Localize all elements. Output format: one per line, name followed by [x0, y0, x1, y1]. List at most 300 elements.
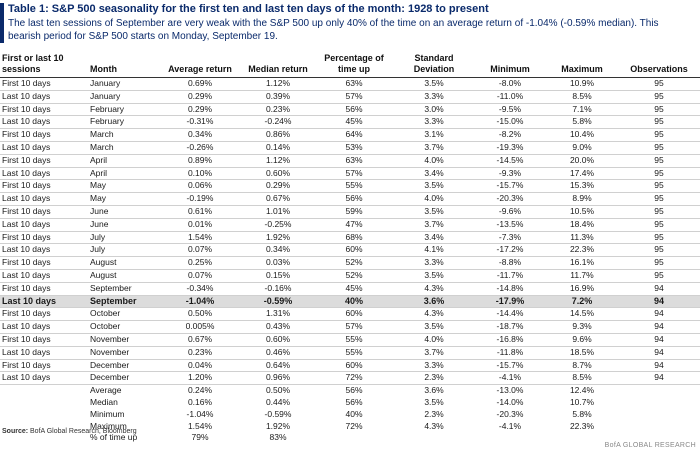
cell-observations: 94: [618, 308, 700, 321]
summary-label: % of time up: [90, 432, 138, 443]
table-row: [0, 321, 700, 334]
summary-label: Minimum: [90, 408, 125, 419]
summary-cell-average-return: 0.16%: [187, 396, 213, 407]
cell-average-return: -0.26%: [158, 141, 242, 154]
summary-label: Maximum: [90, 420, 127, 431]
cell-month: February: [88, 103, 158, 116]
cell-month: September: [88, 282, 158, 295]
cell-observations: 95: [618, 269, 700, 282]
cell-minimum: -15.7%: [474, 180, 546, 193]
cell-std-dev: 3.5%: [394, 321, 474, 334]
cell-percentage-up: 60%: [314, 359, 394, 372]
cell-month: August: [88, 269, 158, 282]
summary-cell-minimum: [474, 432, 546, 444]
cell-median-return: 0.14%: [242, 141, 314, 154]
cell-month: July: [88, 231, 158, 244]
cell-sessions: Last 10 days: [0, 116, 88, 129]
cell-maximum: 18.4%: [546, 218, 618, 231]
cell-median-return: 1.92%: [242, 231, 314, 244]
table-row: [0, 141, 700, 154]
cell-minimum: -16.8%: [474, 333, 546, 346]
table-row: [0, 167, 700, 180]
summary-cell-minimum: -4.1%: [498, 420, 522, 431]
cell-maximum: 7.2%: [546, 295, 618, 308]
summary-row: [0, 397, 700, 409]
cell-maximum: 9.6%: [546, 333, 618, 346]
table-row: [0, 218, 700, 231]
cell-minimum: -4.1%: [474, 372, 546, 385]
cell-percentage-up: 57%: [314, 167, 394, 180]
cell-sessions: First 10 days: [0, 333, 88, 346]
cell-month: November: [88, 333, 158, 346]
cell-minimum: -13.5%: [474, 218, 546, 231]
summary-cell-minimum: -20.3%: [496, 408, 524, 419]
summary-cell-percentage-up: [314, 432, 394, 444]
cell-sessions: Last 10 days: [0, 193, 88, 206]
cell-average-return: 0.34%: [158, 129, 242, 142]
cell-average-return: -1.04%: [158, 295, 242, 308]
cell-sessions: First 10 days: [0, 103, 88, 116]
cell-sessions: First 10 days: [0, 205, 88, 218]
cell-sessions: First 10 days: [0, 180, 88, 193]
cell-sessions: First 10 days: [0, 231, 88, 244]
cell-average-return: 0.69%: [158, 78, 242, 91]
cell-percentage-up: 45%: [314, 282, 394, 295]
cell-average-return: 0.06%: [158, 180, 242, 193]
cell-average-return: 0.07%: [158, 269, 242, 282]
summary-cell-std-dev: 4.3%: [424, 420, 444, 431]
cell-average-return: 0.50%: [158, 308, 242, 321]
cell-percentage-up: 55%: [314, 333, 394, 346]
cell-average-return: 0.25%: [158, 257, 242, 270]
cell-month: November: [88, 346, 158, 359]
summary-cell-median-return: 1.92%: [265, 420, 291, 431]
header-observations: Observations: [618, 53, 700, 78]
cell-month: April: [88, 154, 158, 167]
cell-month: January: [88, 90, 158, 103]
cell-std-dev: 3.4%: [394, 167, 474, 180]
cell-std-dev: 3.7%: [394, 141, 474, 154]
cell-month: February: [88, 116, 158, 129]
table-row: [0, 372, 700, 385]
cell-average-return: 0.67%: [158, 333, 242, 346]
cell-month: March: [88, 129, 158, 142]
cell-median-return: 0.60%: [242, 333, 314, 346]
cell-observations: 94: [618, 359, 700, 372]
cell-observations: 94: [618, 372, 700, 385]
summary-cell-percentage-up: 72%: [345, 420, 363, 431]
summary-cell-maximum: 22.3%: [569, 420, 595, 431]
header-row: [0, 53, 700, 78]
cell-observations: 95: [618, 244, 700, 257]
cell-observations: 94: [618, 333, 700, 346]
header-percentage-up: Percentage of time up: [314, 53, 394, 78]
cell-maximum: 15.3%: [546, 180, 618, 193]
cell-maximum: 8.5%: [546, 90, 618, 103]
summary-cell-median-return: 83%: [269, 432, 287, 443]
cell-maximum: 9.3%: [546, 321, 618, 334]
source-label: Source:: [2, 428, 29, 435]
cell-minimum: -17.2%: [474, 244, 546, 257]
table-row: [0, 103, 700, 116]
table-row: [0, 90, 700, 103]
cell-average-return: -0.19%: [158, 193, 242, 206]
brand-watermark: BofA GLOBAL RESEARCH: [604, 442, 696, 449]
cell-month: October: [88, 308, 158, 321]
cell-observations: 95: [618, 193, 700, 206]
table-row: [0, 116, 700, 129]
cell-sessions: Last 10 days: [0, 321, 88, 334]
cell-minimum: -8.8%: [474, 257, 546, 270]
summary-cell-percentage-up: 40%: [345, 408, 363, 419]
cell-minimum: -14.4%: [474, 308, 546, 321]
table-row: [0, 193, 700, 206]
cell-month: December: [88, 372, 158, 385]
cell-median-return: 1.12%: [242, 78, 314, 91]
cell-maximum: 16.9%: [546, 282, 618, 295]
table-row: [0, 346, 700, 359]
cell-minimum: -8.2%: [474, 129, 546, 142]
table-row: [0, 282, 700, 295]
summary-label: Median: [90, 396, 118, 407]
cell-std-dev: 3.3%: [394, 359, 474, 372]
cell-month: September: [88, 295, 158, 308]
cell-maximum: 8.7%: [546, 359, 618, 372]
summary-cell-median-return: -0.59%: [264, 408, 292, 419]
header-average-return: Average return: [158, 53, 242, 78]
cell-maximum: 8.5%: [546, 372, 618, 385]
cell-std-dev: 3.5%: [394, 269, 474, 282]
cell-percentage-up: 60%: [314, 244, 394, 257]
cell-maximum: 11.3%: [546, 231, 618, 244]
cell-median-return: 0.03%: [242, 257, 314, 270]
cell-sessions: Last 10 days: [0, 346, 88, 359]
table-row: [0, 205, 700, 218]
header-maximum: Maximum: [546, 53, 618, 78]
summary-cell-minimum: -14.0%: [496, 396, 524, 407]
cell-observations: 95: [618, 257, 700, 270]
cell-minimum: -11.7%: [474, 269, 546, 282]
summary-cell-average-return: -1.04%: [186, 408, 214, 419]
cell-observations: 95: [618, 167, 700, 180]
table-body: [0, 78, 700, 445]
cell-median-return: -0.16%: [242, 282, 314, 295]
cell-minimum: -15.7%: [474, 359, 546, 372]
table-row: [0, 154, 700, 167]
cell-median-return: 0.60%: [242, 167, 314, 180]
cell-minimum: -7.3%: [474, 231, 546, 244]
cell-median-return: 1.01%: [242, 205, 314, 218]
cell-median-return: 0.64%: [242, 359, 314, 372]
cell-maximum: 8.9%: [546, 193, 618, 206]
cell-sessions: Last 10 days: [0, 244, 88, 257]
cell-percentage-up: 40%: [314, 295, 394, 308]
cell-median-return: 0.29%: [242, 180, 314, 193]
cell-percentage-up: 52%: [314, 269, 394, 282]
accent-bar: [0, 3, 4, 43]
table-title: Table 1: S&P 500 seasonality for the first ten and last ten days of the month: 1928 to present: [8, 3, 489, 15]
cell-month: December: [88, 359, 158, 372]
cell-maximum: 11.7%: [546, 269, 618, 282]
cell-average-return: 0.29%: [158, 103, 242, 116]
cell-average-return: -0.34%: [158, 282, 242, 295]
cell-maximum: 22.3%: [546, 244, 618, 257]
cell-observations: 95: [618, 180, 700, 193]
cell-observations: 95: [618, 129, 700, 142]
cell-percentage-up: 72%: [314, 372, 394, 385]
cell-observations: 95: [618, 218, 700, 231]
cell-std-dev: 3.3%: [394, 257, 474, 270]
cell-observations: 95: [618, 103, 700, 116]
cell-std-dev: 4.0%: [394, 333, 474, 346]
summary-cell-std-dev: [394, 432, 474, 444]
cell-minimum: -15.0%: [474, 116, 546, 129]
cell-maximum: 20.0%: [546, 154, 618, 167]
cell-average-return: 0.04%: [158, 359, 242, 372]
cell-std-dev: 3.3%: [394, 116, 474, 129]
cell-median-return: 0.67%: [242, 193, 314, 206]
cell-minimum: -17.9%: [474, 295, 546, 308]
table-subtitle: The last ten sessions of September are very weak with the S&P 500 up only 40% of the time on an average return of -1.04% (-0.59% median). This bearish period for S&P 500 starts on Monday, September 19.: [8, 18, 659, 42]
cell-sessions: First 10 days: [0, 78, 88, 91]
cell-sessions: Last 10 days: [0, 167, 88, 180]
cell-std-dev: 2.3%: [394, 372, 474, 385]
cell-percentage-up: 52%: [314, 257, 394, 270]
cell-sessions: First 10 days: [0, 129, 88, 142]
cell-median-return: -0.59%: [242, 295, 314, 308]
cell-average-return: 0.23%: [158, 346, 242, 359]
table-row: [0, 180, 700, 193]
header-minimum: Minimum: [474, 53, 546, 78]
table-row: [0, 333, 700, 346]
cell-minimum: -18.7%: [474, 321, 546, 334]
table-row: [0, 78, 700, 91]
cell-observations: 95: [618, 116, 700, 129]
cell-month: January: [88, 78, 158, 91]
cell-percentage-up: 63%: [314, 78, 394, 91]
cell-percentage-up: 53%: [314, 141, 394, 154]
cell-sessions: First 10 days: [0, 154, 88, 167]
cell-sessions: Last 10 days: [0, 269, 88, 282]
cell-minimum: -14.5%: [474, 154, 546, 167]
cell-observations: 94: [618, 282, 700, 295]
cell-month: October: [88, 321, 158, 334]
cell-average-return: 0.005%: [158, 321, 242, 334]
cell-observations: 95: [618, 154, 700, 167]
cell-percentage-up: 57%: [314, 90, 394, 103]
table-row: [0, 129, 700, 142]
header-median-return: Median return: [242, 53, 314, 78]
cell-maximum: 5.8%: [546, 116, 618, 129]
cell-month: May: [88, 180, 158, 193]
cell-percentage-up: 68%: [314, 231, 394, 244]
summary-cell-average-return: 0.24%: [158, 385, 242, 397]
summary-cell-std-dev: 2.3%: [424, 408, 444, 419]
summary-cell-std-dev: 3.6%: [394, 385, 474, 397]
cell-std-dev: 3.0%: [394, 103, 474, 116]
cell-median-return: -0.24%: [242, 116, 314, 129]
summary-cell-std-dev: 3.5%: [424, 396, 444, 407]
cell-sessions: First 10 days: [0, 282, 88, 295]
cell-observations: 95: [618, 78, 700, 91]
source-text: BofA Global Research, Bloomberg: [28, 428, 137, 435]
cell-median-return: 0.15%: [242, 269, 314, 282]
cell-average-return: 0.01%: [158, 218, 242, 231]
cell-average-return: 0.29%: [158, 90, 242, 103]
cell-std-dev: 3.4%: [394, 231, 474, 244]
summary-spacer: [618, 385, 700, 397]
cell-minimum: -19.3%: [474, 141, 546, 154]
cell-percentage-up: 47%: [314, 218, 394, 231]
summary-cell-average-return: 1.54%: [187, 420, 213, 431]
cell-observations: 95: [618, 231, 700, 244]
cell-std-dev: 3.7%: [394, 218, 474, 231]
cell-percentage-up: 59%: [314, 205, 394, 218]
cell-percentage-up: 60%: [314, 308, 394, 321]
cell-month: August: [88, 257, 158, 270]
summary-cell-maximum: 5.8%: [572, 408, 592, 419]
cell-sessions: Last 10 days: [0, 295, 88, 308]
cell-std-dev: 3.5%: [394, 205, 474, 218]
cell-percentage-up: 56%: [314, 103, 394, 116]
cell-maximum: 17.4%: [546, 167, 618, 180]
summary-cell-average-return: 79%: [191, 432, 209, 443]
source-note: [2, 428, 137, 435]
table-row: [0, 257, 700, 270]
cell-average-return: 0.89%: [158, 154, 242, 167]
summary-cell-percentage-up: 56%: [314, 385, 394, 397]
cell-sessions: Last 10 days: [0, 141, 88, 154]
cell-std-dev: 3.3%: [394, 90, 474, 103]
cell-median-return: 0.34%: [242, 244, 314, 257]
cell-maximum: 16.1%: [546, 257, 618, 270]
cell-std-dev: 4.3%: [394, 308, 474, 321]
cell-median-return: 0.43%: [242, 321, 314, 334]
cell-median-return: -0.25%: [242, 218, 314, 231]
cell-observations: 95: [618, 205, 700, 218]
table-row: [0, 359, 700, 372]
cell-month: April: [88, 167, 158, 180]
cell-month: June: [88, 218, 158, 231]
seasonality-table: [0, 53, 700, 444]
summary-spacer: [0, 385, 88, 397]
cell-percentage-up: 45%: [314, 116, 394, 129]
cell-minimum: -11.8%: [474, 346, 546, 359]
table-row: [0, 269, 700, 282]
cell-median-return: 0.39%: [242, 90, 314, 103]
header-std-dev: Standard Deviation: [394, 53, 474, 78]
cell-median-return: 0.46%: [242, 346, 314, 359]
cell-percentage-up: 56%: [314, 193, 394, 206]
summary-spacer: [0, 409, 88, 421]
cell-sessions: Last 10 days: [0, 90, 88, 103]
summary-cell-median-return: 0.50%: [242, 385, 314, 397]
header-sessions: First or last 10 sessions: [0, 53, 88, 78]
cell-minimum: -9.3%: [474, 167, 546, 180]
cell-month: July: [88, 244, 158, 257]
summary-label: Average: [88, 385, 158, 397]
cell-median-return: 0.23%: [242, 103, 314, 116]
summary-spacer: [618, 397, 700, 409]
cell-std-dev: 4.3%: [394, 282, 474, 295]
summary-cell-minimum: -13.0%: [474, 385, 546, 397]
cell-average-return: -0.31%: [158, 116, 242, 129]
cell-minimum: -14.8%: [474, 282, 546, 295]
cell-maximum: 14.5%: [546, 308, 618, 321]
cell-month: May: [88, 193, 158, 206]
cell-observations: 94: [618, 295, 700, 308]
cell-observations: 95: [618, 90, 700, 103]
cell-sessions: First 10 days: [0, 308, 88, 321]
cell-std-dev: 3.1%: [394, 129, 474, 142]
cell-observations: 95: [618, 141, 700, 154]
summary-cell-median-return: 0.44%: [265, 396, 291, 407]
table-row: [0, 308, 700, 321]
cell-observations: 94: [618, 346, 700, 359]
cell-percentage-up: 55%: [314, 346, 394, 359]
summary-spacer: [618, 421, 700, 433]
cell-sessions: First 10 days: [0, 359, 88, 372]
cell-sessions: First 10 days: [0, 257, 88, 270]
cell-median-return: 1.31%: [242, 308, 314, 321]
cell-month: June: [88, 205, 158, 218]
cell-std-dev: 3.6%: [394, 295, 474, 308]
cell-minimum: -20.3%: [474, 193, 546, 206]
cell-observations: 94: [618, 321, 700, 334]
summary-row: [0, 409, 700, 421]
cell-maximum: 7.1%: [546, 103, 618, 116]
cell-percentage-up: 63%: [314, 154, 394, 167]
table-row: [0, 244, 700, 257]
cell-minimum: -9.5%: [474, 103, 546, 116]
cell-maximum: 10.9%: [546, 78, 618, 91]
cell-std-dev: 3.5%: [394, 180, 474, 193]
header-month: Month: [88, 53, 158, 78]
cell-std-dev: 4.0%: [394, 193, 474, 206]
cell-minimum: -9.6%: [474, 205, 546, 218]
cell-average-return: 1.20%: [158, 372, 242, 385]
cell-std-dev: 4.0%: [394, 154, 474, 167]
cell-percentage-up: 64%: [314, 129, 394, 142]
cell-average-return: 0.61%: [158, 205, 242, 218]
cell-minimum: -8.0%: [474, 78, 546, 91]
summary-cell-percentage-up: 56%: [345, 396, 363, 407]
cell-average-return: 0.07%: [158, 244, 242, 257]
table-row: [0, 295, 700, 308]
cell-median-return: 0.96%: [242, 372, 314, 385]
summary-row: [0, 385, 700, 397]
cell-percentage-up: 55%: [314, 180, 394, 193]
cell-maximum: 18.5%: [546, 346, 618, 359]
cell-median-return: 0.86%: [242, 129, 314, 142]
cell-minimum: -11.0%: [474, 90, 546, 103]
cell-std-dev: 4.1%: [394, 244, 474, 257]
table-row: [0, 231, 700, 244]
cell-sessions: Last 10 days: [0, 218, 88, 231]
cell-average-return: 1.54%: [158, 231, 242, 244]
cell-median-return: 1.12%: [242, 154, 314, 167]
cell-maximum: 10.5%: [546, 205, 618, 218]
summary-spacer: [618, 409, 700, 421]
cell-sessions: Last 10 days: [0, 372, 88, 385]
summary-cell-maximum: 12.4%: [546, 385, 618, 397]
summary-spacer: [0, 397, 88, 409]
cell-month: March: [88, 141, 158, 154]
cell-maximum: 10.4%: [546, 129, 618, 142]
cell-maximum: 9.0%: [546, 141, 618, 154]
cell-std-dev: 3.5%: [394, 78, 474, 91]
cell-std-dev: 3.7%: [394, 346, 474, 359]
